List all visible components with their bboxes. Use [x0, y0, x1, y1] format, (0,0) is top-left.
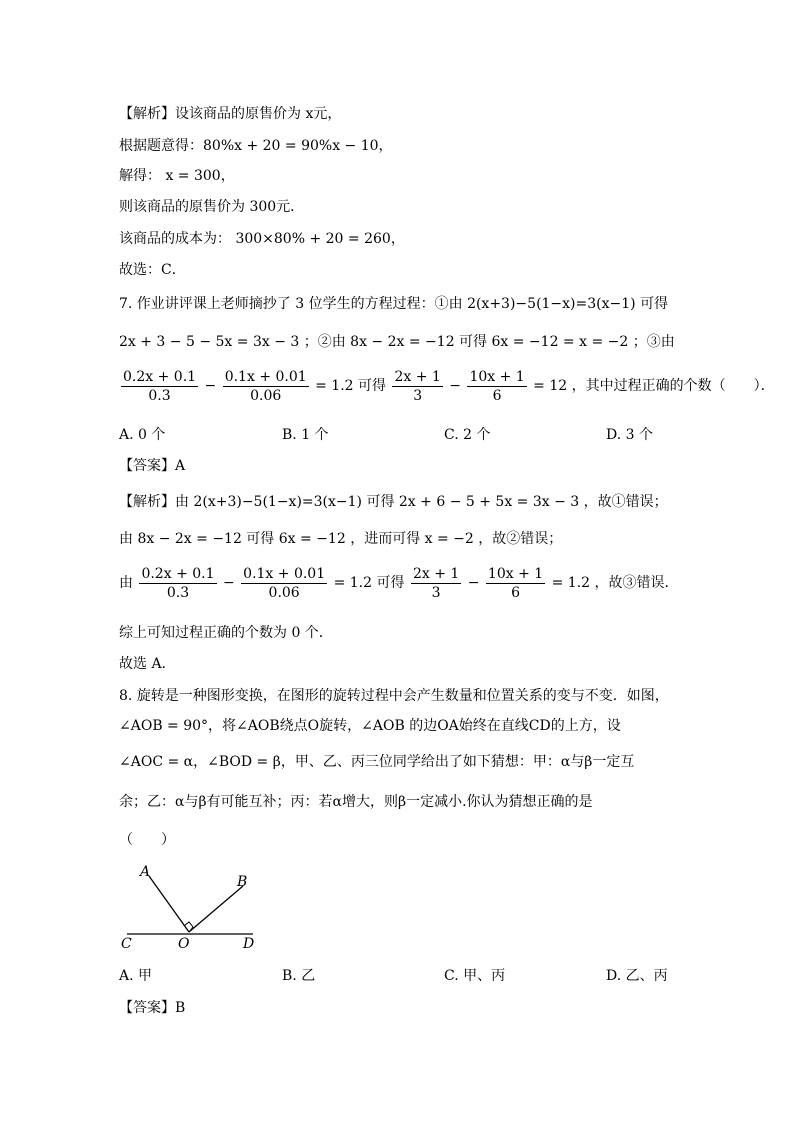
q7-frac4-num: 10x + 1 [469, 368, 525, 385]
q8-answer: 【答案】B [119, 1000, 186, 1016]
q7-solution-line1: 【解析】由 2(x+3)−5(1−x)=3(x−1) 可得 2x + 6 − 5 + 5x = 3x − 3 ，故①错误； [119, 494, 668, 510]
q7-frac2-num: 0.1x + 0.01 [224, 368, 307, 385]
q7-sol-frac1 [139, 565, 216, 602]
q7-frac1 [121, 368, 198, 405]
q7-solution-line2: 由 8x − 2x = −12 可得 6x = −12 ，进而可得 x = −2 ，故②错误； [119, 531, 563, 547]
q7-sol-frac2-den: 0.06 [268, 584, 300, 601]
q7-frac3 [392, 368, 442, 405]
q8-option-b: B. 乙 [282, 968, 316, 984]
q8-option-d: D. 乙、丙 [606, 968, 668, 984]
label-d: D [243, 936, 255, 952]
q7-frac4-den: 6 [492, 387, 502, 404]
q7-option-d: D. 3 个 [606, 427, 653, 443]
q7-sol-frac2-num: 0.1x + 0.01 [243, 565, 326, 582]
q7-sol-frac4-num: 10x + 1 [487, 565, 544, 582]
q7-sol3-pre: 由 [119, 575, 133, 591]
q7-frac3-den: 3 [413, 387, 423, 404]
label-a: A [140, 864, 151, 880]
q8-option-c: C. 甲、丙 [444, 968, 506, 984]
q8-line1: 8. 旋转是一种图形变换，在图形的旋转过程中会产生数量和位置关系的变与不变．如图， [119, 688, 669, 704]
q7-frac1-num: 0.2x + 0.1 [123, 368, 197, 385]
q7-option-c: C. 2 个 [444, 427, 491, 443]
q7-tail: = 12 ，其中过程正确的个数（ ）． [533, 378, 775, 394]
q8-option-a: A. 甲 [119, 968, 153, 984]
q7-solution-line4: 综上可知过程正确的个数为 0 个． [119, 625, 333, 641]
q7-sol3-tail: = 1.2 ，故③错误． [551, 575, 679, 591]
q8-line3: ∠AOC = α，∠BOD = β，甲、乙、丙三位同学给出了如下猜想：甲：α与β一定互 [119, 754, 635, 770]
solution6-line1: 【解析】设该商品的原售价为 x元， [119, 106, 342, 122]
q7-sol-frac4-den: 6 [511, 584, 520, 601]
label-c: C [121, 936, 132, 952]
q8-line4: 余；乙：α与β有可能互补；丙：若α增大，则β一定减小.你认为猜想正确的是 [119, 794, 593, 810]
q7-sol3-mid: = 1.2 可得 [333, 575, 405, 591]
q7-answer: 【答案】A [119, 458, 186, 474]
solution6-line4: 则该商品的原售价为 300元． [119, 199, 305, 215]
q7-sol-frac3-num: 2x + 1 [412, 565, 460, 582]
label-o: O [178, 936, 190, 952]
q7-option-b: B. 1 个 [282, 427, 329, 443]
label-b: B [237, 874, 248, 890]
q7-frac1-den: 0.3 [148, 387, 171, 404]
ray-ob [189, 886, 243, 932]
q7-sol-frac1-den: 0.3 [166, 584, 190, 601]
q7-sol-frac1-num: 0.2x + 0.1 [141, 565, 215, 582]
ray-oa [149, 876, 189, 932]
q7-frac2-den: 0.06 [250, 387, 282, 404]
q7-frac3-num: 2x + 1 [394, 368, 441, 385]
q8-line5: （ ） [119, 832, 175, 848]
q7-line2: 2x + 3 − 5 − 5x = 3x − 3 ；②由 8x − 2x = −12 可得 6x = −12 = x = −2 ；③由 [119, 334, 675, 350]
q7-frac2 [223, 368, 309, 405]
q7-solution-line3: 由 $\frac{0.2x + 0.1}{0.3}$ − $\frac{0.1x + 0.01}{0.06}$ = 1.2 可得 $\frac{2x + 1}{3}$ − $\frac{10x + 1}{6}$ = 1.2 ，故③错误． [119, 565, 679, 601]
q7-fraction-line: $\frac{0.2x + 0.1}{0.3}$ − $\frac{0.1x + 0.01}{0.06}$ = 1.2 可得 $\frac{2x + 1}{3}$ − $\frac{10x + 1}{6}$ = 12 ，其中过程正确的个数（ ）． [123, 368, 775, 404]
q7-sol-frac2 [241, 565, 327, 602]
q7-sol-frac4 [486, 565, 545, 602]
q7-option-a: A. 0 个 [119, 427, 166, 443]
q8-line2: ∠AOB = 90°，将∠AOB绕点O旋转，∠AOB 的边OA始终在直线CD的上方，设 [119, 718, 621, 734]
solution6-line3: 解得： x = 300， [119, 168, 235, 184]
q7-solution-line5: 故选 A． [119, 656, 176, 672]
angle-rotation-figure [115, 860, 275, 955]
solution6-line6: 故选：C． [119, 262, 186, 278]
q7-line1: 7. 作业讲评课上老师摘抄了 3 位学生的方程过程：①由 2(x+3)−5(1−x)=3(x−1) 可得 [119, 296, 669, 312]
q7-mid: = 1.2 可得 [315, 378, 387, 394]
q7-frac4 [467, 368, 526, 405]
solution6-line5: 该商品的成本为： 300×80% + 20 = 260， [119, 231, 405, 247]
q7-sol-frac3 [411, 565, 461, 602]
q7-sol-frac3-den: 3 [431, 584, 441, 601]
solution6-line2: 根据题意得：80%x + 20 = 90%x − 10， [119, 138, 393, 154]
